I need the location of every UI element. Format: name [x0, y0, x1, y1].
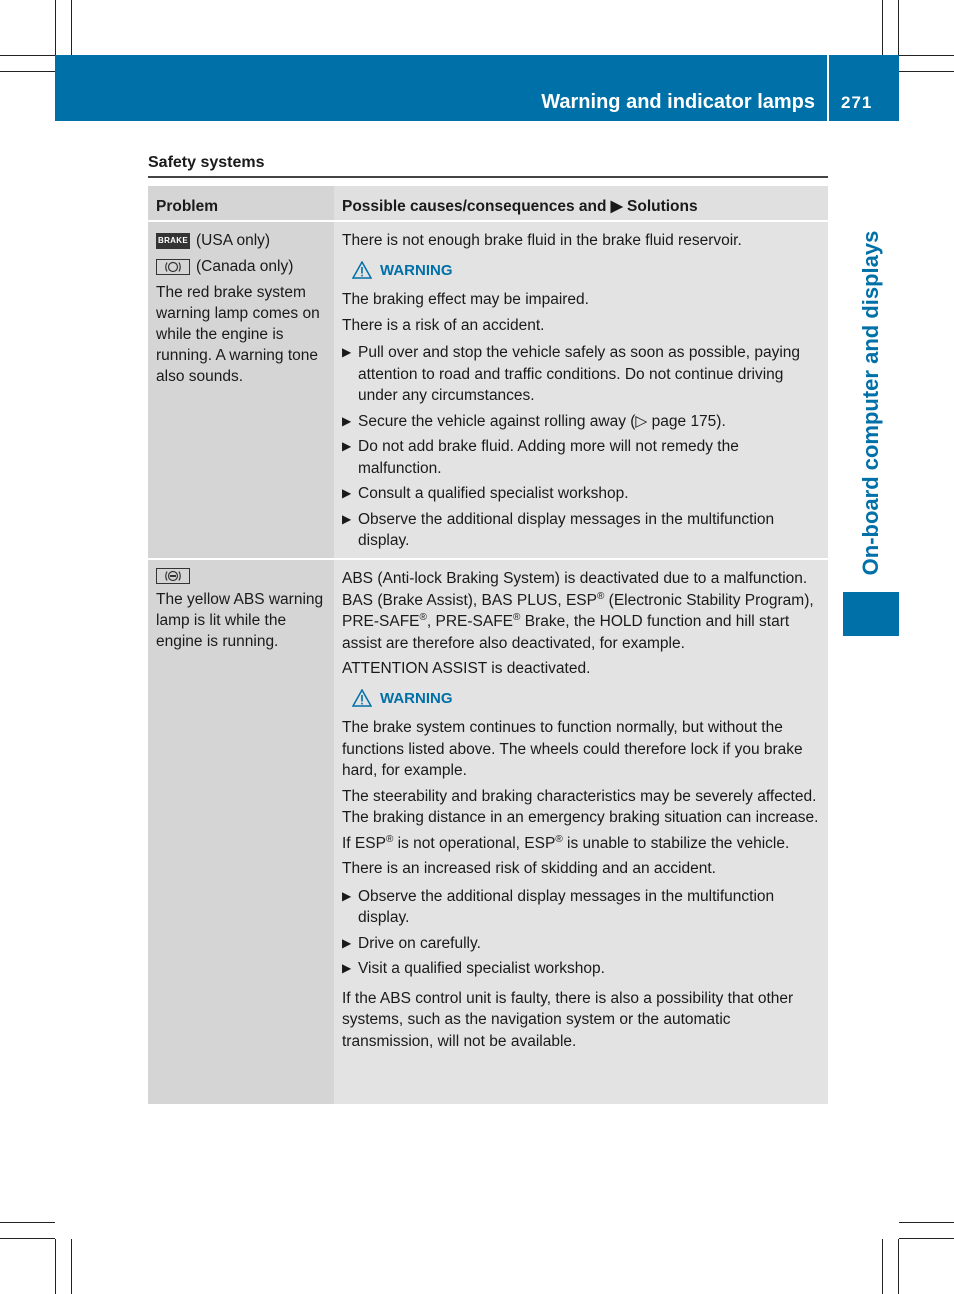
- step-text: Consult a qualified specialist workshop.: [358, 485, 629, 502]
- bullet-arrow-icon: ▶: [342, 439, 352, 453]
- warning-text: There is an increased risk of skidding and an accident.: [342, 860, 716, 877]
- bullet-arrow-icon: ▶: [342, 345, 352, 359]
- lamp-usa: [156, 230, 327, 251]
- crop-mark: [882, 0, 883, 55]
- brake-lamp-icon: BRAKE: [156, 233, 190, 249]
- crop-mark: [0, 1238, 55, 1239]
- list-item: [342, 886, 821, 929]
- warning-label: WARNING: [380, 261, 453, 279]
- list-item: [342, 958, 821, 980]
- section-divider: [148, 176, 828, 178]
- page-number: 271: [841, 93, 873, 112]
- column-header-solutions: Possible causes/consequences and ▶ Solutions: [334, 186, 828, 220]
- warning-label: WARNING: [380, 689, 453, 707]
- list-item: [342, 436, 821, 479]
- lamp-canada: [156, 256, 327, 277]
- step-text: Drive on carefully.: [358, 934, 481, 952]
- table-row: [148, 558, 828, 1104]
- list-item: [342, 411, 821, 433]
- closing-text: If the ABS control unit is faulty, there is also a possibility that other systems, such as the navigation system or the automatic transmission, will not be available.: [342, 989, 794, 1050]
- step-text: Secure the vehicle against rolling away (▷ page 175).: [358, 412, 726, 430]
- step-text: Do not add brake fluid. Adding more will not remedy the malfunction.: [358, 438, 739, 477]
- solution-cell: [334, 560, 828, 1104]
- warning-text: The brake system continues to function normally, but without the functions listed above. The wheels could therefore lock if you brake hard, for example.: [342, 719, 803, 779]
- problem-cell: [148, 222, 334, 558]
- crop-mark: [71, 1239, 72, 1294]
- crop-mark: [899, 1222, 954, 1223]
- crop-mark: [899, 71, 954, 72]
- bullet-arrow-icon: ▶: [342, 413, 352, 428]
- problem-cell: [148, 560, 334, 1104]
- lamp-note: (Canada only): [196, 258, 294, 275]
- warning-text: There is a risk of an accident.: [342, 316, 545, 334]
- safety-systems-table: [148, 186, 828, 1104]
- column-header-problem: Problem: [148, 186, 334, 220]
- chapter-tab-label: On-board computer and displays: [858, 230, 883, 575]
- warning-text: If ESP® is not operational, ESP® is unable to stabilize the vehicle.: [342, 833, 790, 852]
- crop-mark: [899, 1238, 954, 1239]
- chapter-tab-marker: [843, 592, 899, 636]
- brake-circle-lamp-icon: [156, 259, 190, 275]
- table-header-row: [148, 186, 828, 220]
- lamp-note: (USA only): [196, 232, 271, 249]
- step-text: Pull over and stop the vehicle safely as soon as possible, paying attention to road and traffic conditions. Do not continue driving under any circumstances.: [358, 344, 801, 404]
- cause-text: ABS (Anti-lock Braking System) is deactivated due to a malfunction. BAS (Brake Assist), BAS PLUS, ESP® (Electronic Stability Program), PRE-SAFE®, PRE-SAFE® Brake, the HOLD function and hill start assist are therefore also deactivated, for example.: [342, 570, 814, 652]
- step-text: Visit a qualified specialist workshop.: [358, 960, 605, 977]
- bullet-arrow-icon: ▶: [342, 888, 352, 903]
- abs-lamp-icon: [156, 568, 190, 584]
- warning-text: The braking effect may be impaired.: [342, 291, 589, 308]
- crop-mark: [55, 1239, 56, 1294]
- crop-mark: [898, 0, 899, 55]
- list-item: [342, 933, 821, 955]
- page-header: [55, 55, 899, 121]
- chapter-tab: [843, 225, 899, 580]
- list-item: [342, 483, 821, 505]
- bullet-arrow-icon: ▶: [342, 486, 352, 500]
- list-item: [342, 509, 821, 552]
- cause-text: There is not enough brake fluid in the brake fluid reservoir.: [342, 232, 742, 249]
- warning-heading: [352, 260, 821, 282]
- page-title: Warning and indicator lamps: [541, 91, 815, 113]
- bullet-arrow-icon: ▶: [342, 961, 352, 975]
- crop-mark: [55, 0, 56, 55]
- bullet-arrow-icon: ▶: [342, 935, 352, 950]
- table-row: [148, 220, 828, 558]
- crop-mark: [898, 1239, 899, 1294]
- step-text: Observe the additional display messages in the multifunction display.: [358, 510, 775, 549]
- lamp-abs: [156, 568, 327, 584]
- warning-text: The steerability and braking characteristics may be severely affected. The braking distance in an emergency braking situation can increase.: [342, 787, 819, 826]
- crop-mark: [0, 1222, 55, 1223]
- problem-text: The yellow ABS warning lamp is lit while the engine is running.: [156, 591, 324, 650]
- warning-heading: [352, 688, 821, 710]
- problem-text: The red brake system warning lamp comes on while the engine is running. A warning tone also sounds.: [156, 284, 320, 385]
- bullet-arrow-icon: ▶: [342, 511, 352, 526]
- crop-mark: [0, 55, 55, 56]
- warning-triangle-icon: [352, 689, 372, 707]
- attention-text: ATTENTION ASSIST is deactivated.: [342, 660, 591, 677]
- warning-triangle-icon: [352, 261, 372, 279]
- crop-mark: [0, 71, 55, 72]
- crop-mark: [71, 0, 72, 55]
- section-title: Safety systems: [148, 154, 265, 171]
- crop-mark: [882, 1239, 883, 1294]
- header-divider: [827, 55, 829, 121]
- step-text: Observe the additional display messages in the multifunction display.: [358, 887, 775, 926]
- solution-cell: [334, 222, 828, 558]
- list-item: [342, 342, 821, 407]
- crop-mark: [899, 55, 954, 56]
